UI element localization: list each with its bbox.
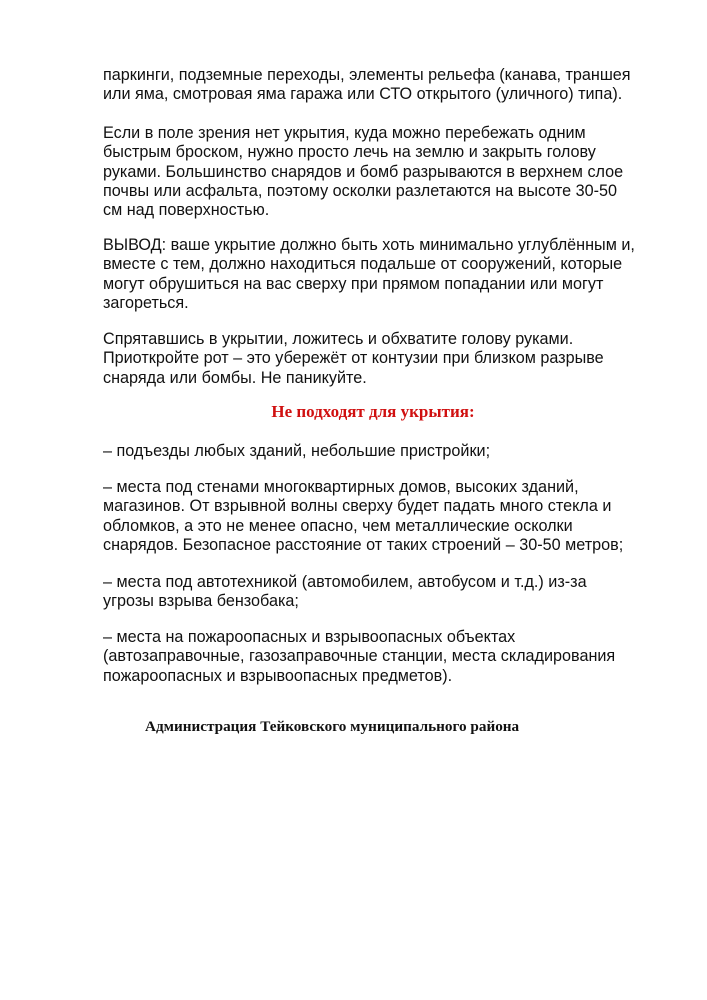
list-item: – места под стенами многоквартирных домов, высоких зданий, магазинов. От взрывной волны сверху будет падать много стекла и обломков, а это не менее опасно, чем металлические осколки снарядов. Безопасное расстояние от таких строений – 30-50 метров; (103, 478, 624, 554)
paragraph-no-cover: Если в поле зрения нет укрытия, куда можно перебежать одним быстрым броском, нужно просто лечь на землю и закрыть голову руками. Большинство снарядов и бомб разрываются в верхнем слое почвы или асфальта, поэтому осколки разлетаются на высоте 30-50 см над поверхностью. (103, 124, 624, 220)
list-item: – места на пожароопасных и взрывоопасных объектах (автозаправочные, газозаправочные станции, места складирования пожароопасных и взрывоопасных предметов). (103, 628, 616, 685)
paragraph-in-shelter: Спрятавшись в укрытии, ложитесь и обхватите голову руками. Приоткройте рот – это убережёт от контузии при близком разрыве снаряда или бомбы. Не паникуйте. (103, 330, 604, 387)
signature: Администрация Тейковского муниципального района (145, 718, 520, 735)
paragraph-shelter-types: паркинги, подземные переходы, элементы рельефа (канава, траншея или яма, смотровая яма гаража или СТО открытого (уличного) типа). (103, 66, 631, 104)
section-heading: Не подходят для укрытия: (271, 402, 475, 421)
paragraph-conclusion: ВЫВОД: ваше укрытие должно быть хоть минимально углублённым и, вместе с тем, должно находиться подальше от сооружений, которые могут обрушиться на вас сверху при прямом попадании или могут загореться. (103, 236, 635, 312)
list-item: – подъезды любых зданий, небольшие пристройки; (103, 442, 491, 460)
list-item: – места под автотехникой (автомобилем, автобусом и т.д.) из-за угрозы взрыва бензобака; (103, 573, 587, 611)
